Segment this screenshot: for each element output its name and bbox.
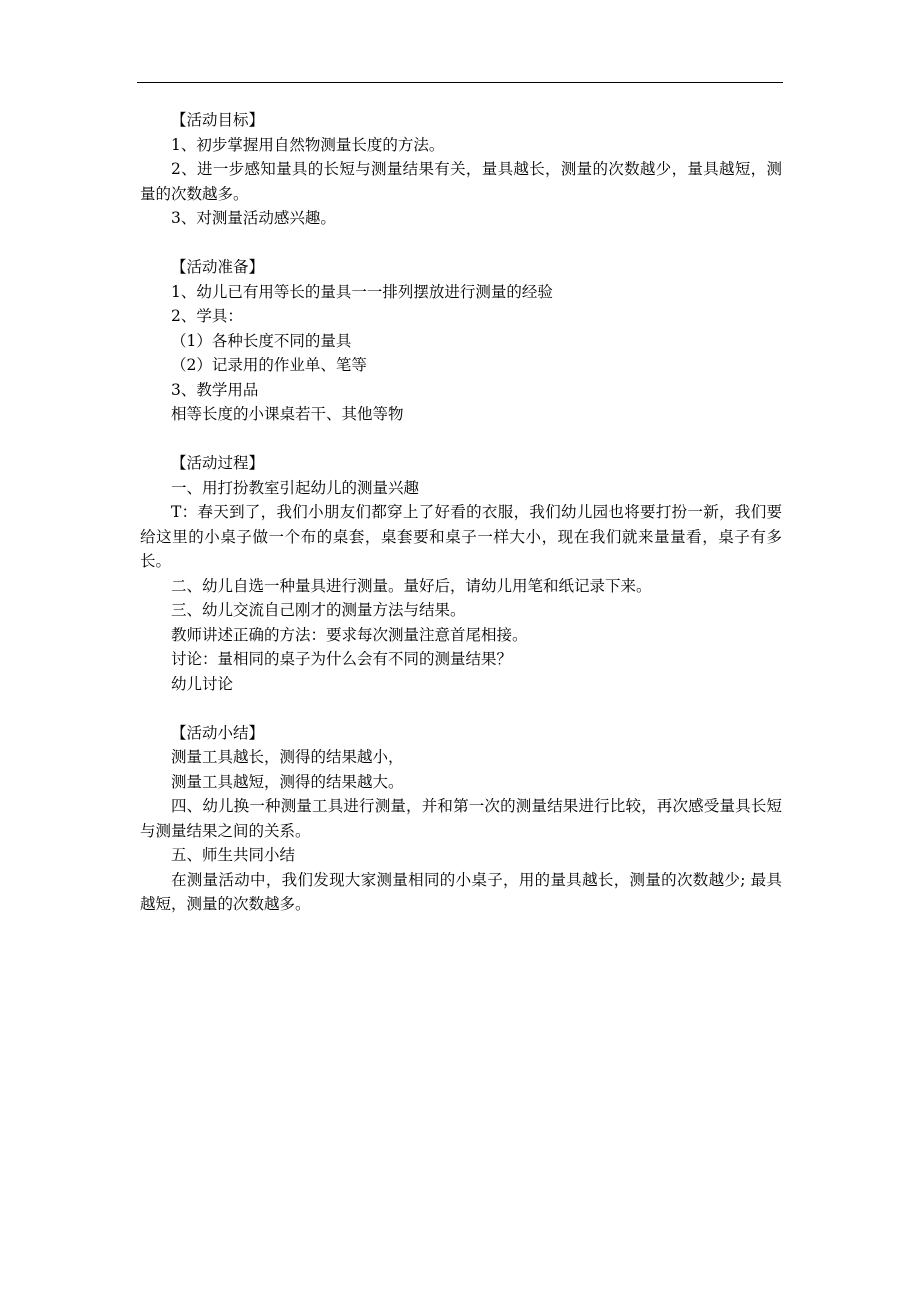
prep-heading: 【活动准备】 <box>171 258 265 276</box>
prep-item-1: 1、幼儿已有用等长的量具一一排列摆放进行测量的经验 <box>171 282 553 301</box>
summary-line-1: 测量工具越长，测得的结果越小， <box>171 748 404 766</box>
header-rule <box>137 82 783 83</box>
process-step-1: 一、用打扮教室引起幼儿的测量兴趣 <box>171 478 420 497</box>
document-body <box>140 108 782 917</box>
spacer <box>140 231 782 256</box>
prep-item-2b: （2）记录用的作业单、笔等 <box>171 356 367 374</box>
summary-line-2: 测量工具越短，测得的结果越大。 <box>171 772 404 791</box>
process-step-3: 三、幼儿交流自己刚才的测量方法与结果。 <box>171 601 466 619</box>
goal-item-2: 2、进一步感知量具的长短与测量结果有关，量具越长，测量的次数越少，量具越短，测量的次数越多。 <box>140 160 782 203</box>
conclusion: 在测量活动中，我们发现大家测量相同的小桌子，用的量具越长，测量的次数越少; 最具越短，测量的次数越多。 <box>140 870 782 913</box>
spacer <box>140 427 782 452</box>
prep-item-2: 2、学具： <box>171 307 243 325</box>
goals-heading: 【活动目标】 <box>171 111 265 129</box>
teacher-method: 教师讲述正确的方法：要求每次测量注意首尾相接。 <box>171 625 528 644</box>
summary-heading: 【活动小结】 <box>171 723 265 742</box>
goal-item-1: 1、初步掌握用自然物测量长度的方法。 <box>171 135 445 154</box>
prep-item-3a: 相等长度的小课桌若干、其他等物 <box>171 405 404 423</box>
prep-item-2a: （1）各种长度不同的量具 <box>171 331 352 350</box>
spacer <box>140 696 782 721</box>
teacher-speech: T：春天到了，我们小朋友们都穿上了好看的衣服，我们幼儿园也将要打扮一新，我们要给这里的小桌子做一个布的桌套，桌套要和桌子一样大小，现在我们就来量量看，桌子有多长。 <box>140 503 782 570</box>
process-step-4: 四、幼儿换一种测量工具进行测量，并和第一次的测量结果进行比较，再次感受量具长短与测量结果之间的关系。 <box>140 797 782 840</box>
kids-discussion: 幼儿讨论 <box>171 674 234 693</box>
goal-item-3: 3、对测量活动感兴趣。 <box>171 209 336 227</box>
discussion-question: 讨论：量相同的桌子为什么会有不同的测量结果？ <box>171 650 513 668</box>
prep-item-3: 3、教学用品 <box>171 380 259 399</box>
process-heading: 【活动过程】 <box>171 454 265 472</box>
process-step-5: 五、师生共同小结 <box>171 846 296 864</box>
process-step-2: 二、幼儿自选一种量具进行测量。量好后，请幼儿用笔和纸记录下来。 <box>171 576 652 595</box>
